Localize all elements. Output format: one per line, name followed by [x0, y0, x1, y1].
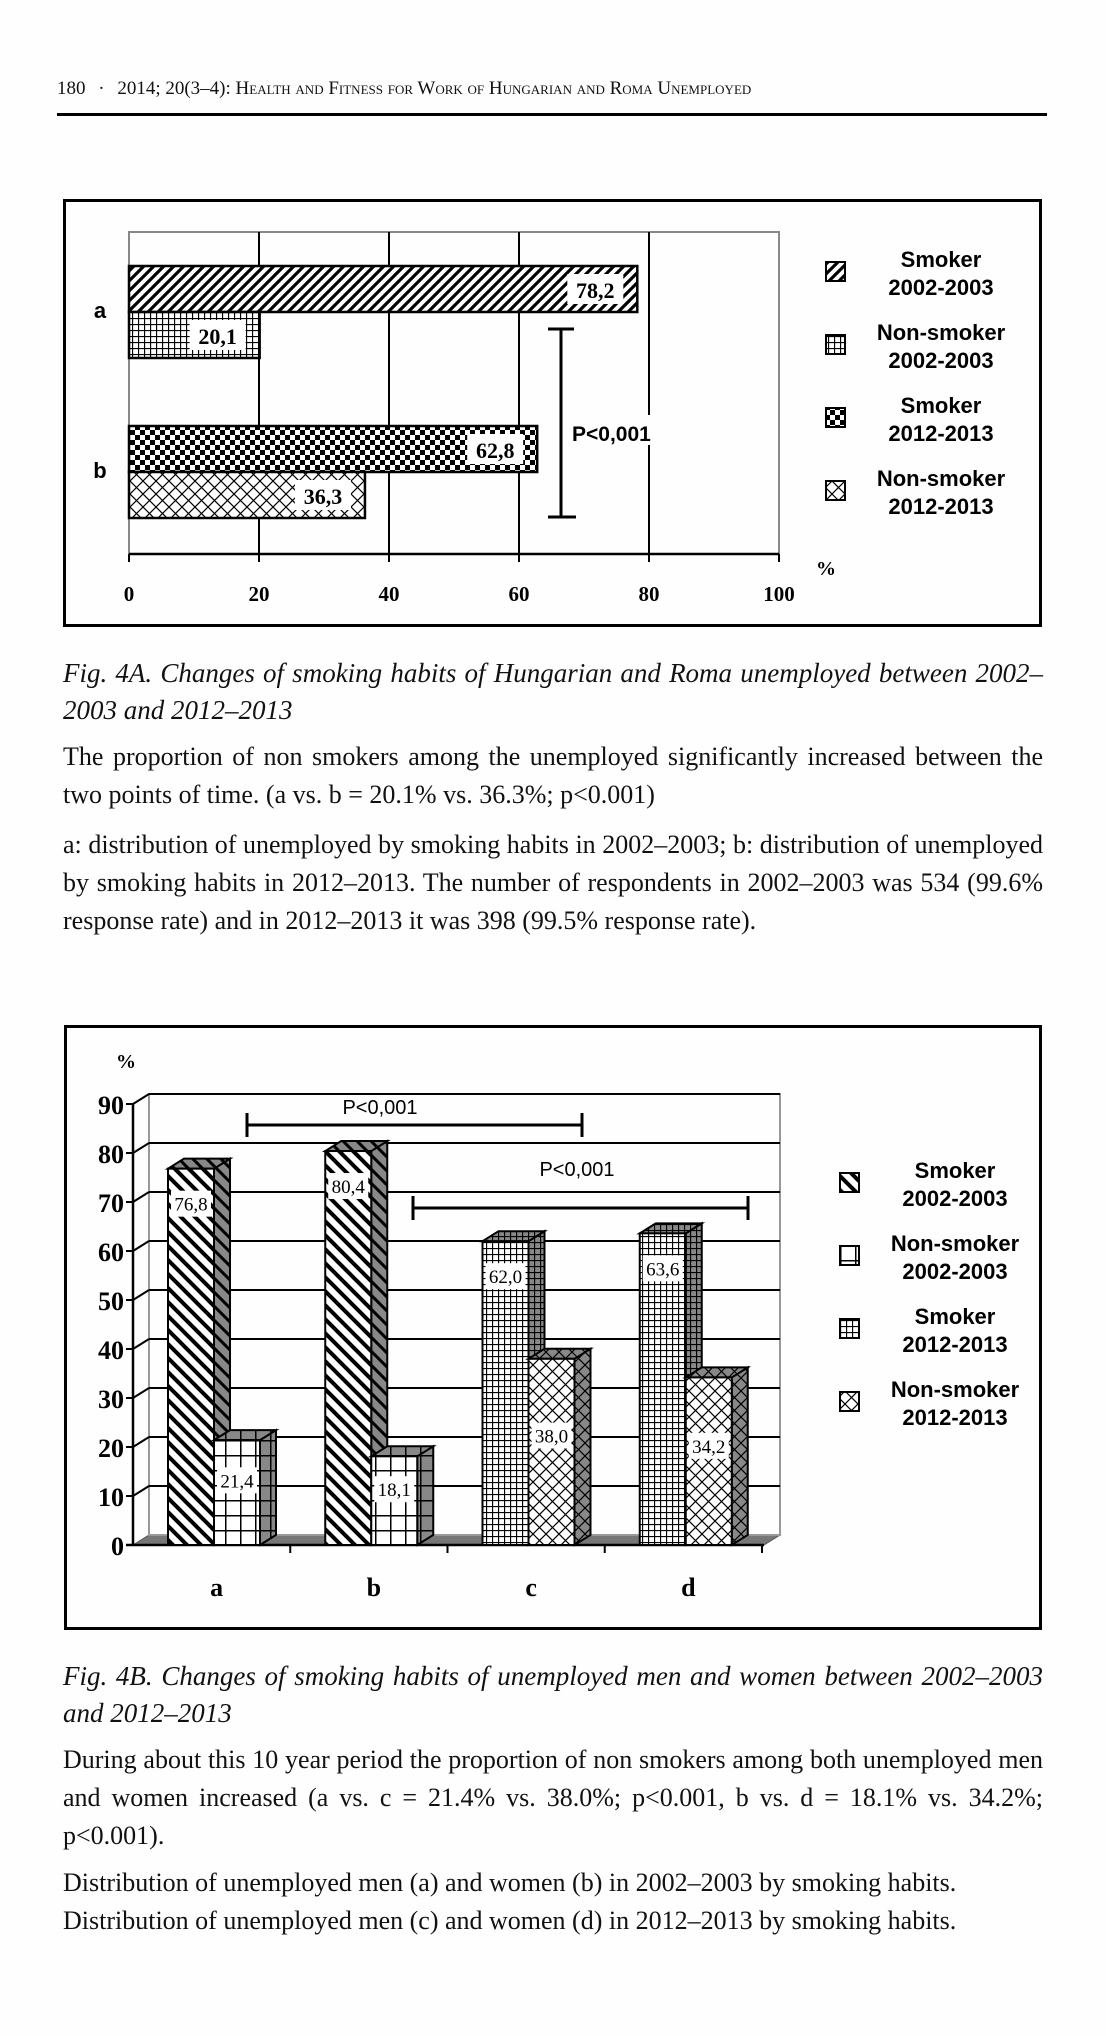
- y-tick-label: 60: [98, 1238, 124, 1267]
- bar: [529, 1349, 591, 1545]
- bar-value-label: 63,6: [646, 1259, 680, 1281]
- legend-label: Non-smoker: [890, 1231, 1020, 1256]
- legend-item: [840, 1158, 1008, 1211]
- legend-label: Non-smoker: [876, 466, 1006, 491]
- citation: 2014; 20(3–4):: [117, 78, 231, 99]
- bar-value-label: 20,1: [198, 324, 237, 349]
- legend-label: Smoker: [914, 1158, 996, 1183]
- legend-label: 2002-2003: [902, 1186, 1008, 1211]
- legend-swatch-icon: [840, 1246, 859, 1265]
- y-tick-label: 90: [98, 1091, 124, 1120]
- chart-4a: [66, 202, 1039, 624]
- legend-swatch-icon: [826, 335, 845, 354]
- legend-swatch-icon: [840, 1173, 859, 1192]
- category-label: a: [210, 1573, 224, 1602]
- page-number: 180: [57, 78, 86, 99]
- significance-bracket: [413, 1196, 748, 1220]
- figure-4b: [64, 1025, 1042, 1630]
- category-label: b: [93, 458, 107, 483]
- legend-label: 2012-2013: [888, 421, 994, 446]
- y-tick-label: 30: [98, 1385, 124, 1414]
- bar-value-label: 78,2: [576, 278, 615, 303]
- p-value-label: P<0,001: [342, 1097, 418, 1119]
- legend-label: Non-smoker: [890, 1377, 1020, 1402]
- bar-value-label: 38,0: [534, 1426, 569, 1448]
- legend-label: 2012-2013: [888, 494, 994, 519]
- legend-swatch-icon: [826, 481, 845, 500]
- chart-4b: [67, 1028, 1039, 1627]
- running-title: Health and Fitness for Work of Hungarian and Roma Unemployed: [235, 78, 752, 99]
- x-tick-label: 40: [378, 582, 400, 606]
- p-value-label: P<0,001: [539, 1159, 615, 1181]
- y-tick-label: 0: [111, 1532, 124, 1561]
- legend-swatch-icon: [840, 1319, 859, 1338]
- x-axis-label: %: [816, 558, 836, 580]
- legend-label: 2002-2003: [888, 275, 994, 300]
- y-axis-label: %: [116, 1051, 136, 1073]
- legend-item: [826, 393, 994, 446]
- figure-4b-caption-p1: During about this 10 year period the proportion of non smokers among both unemployed men and women increased (a vs. c = 21.4% vs. 38.0%; p<0.001, b vs. d = 18.1% vs. 34.2%; p<0.001).: [63, 1745, 1043, 1850]
- bar-value-label: 62,0: [488, 1267, 523, 1289]
- bar-value-label: 80,4: [331, 1177, 365, 1199]
- p-value-label: P<0,001: [572, 423, 651, 446]
- legend-label: 2012-2013: [902, 1332, 1008, 1357]
- category-label: d: [681, 1573, 696, 1602]
- bar: [214, 1430, 276, 1545]
- y-tick-label: 50: [98, 1287, 124, 1316]
- legend-item: [840, 1231, 1020, 1284]
- legend-swatch-icon: [826, 262, 845, 281]
- y-tick-label: 40: [98, 1336, 124, 1365]
- bar-value-label: 62,8: [475, 438, 515, 463]
- header-rule: [57, 113, 1047, 116]
- bar-value-label: 76,8: [174, 1194, 208, 1216]
- legend-label: Smoker: [914, 1304, 996, 1329]
- figure-4a-caption-p1: The proportion of non smokers among the unemployed significantly increased between the two points of time. (a vs. b = 20.1% vs. 36.3%; p<0.001): [63, 742, 1043, 809]
- legend-swatch-icon: [826, 408, 845, 427]
- bar-value-label: 21,4: [220, 1471, 254, 1493]
- bar-value-label: 36,3: [303, 484, 343, 509]
- x-tick-label: 60: [508, 582, 530, 606]
- category-label: c: [525, 1573, 537, 1602]
- bar: [371, 1446, 433, 1545]
- bar-value-label: 18,1: [377, 1480, 411, 1502]
- legend-label: 2012-2013: [902, 1405, 1008, 1430]
- legend-swatch-icon: [840, 1392, 859, 1411]
- figure-4a-caption-title: Fig. 4A. Changes of smoking habits of Hungarian and Roma unemployed between 2002–2003 and 2012–2013: [63, 658, 1043, 725]
- x-tick-label: 0: [123, 582, 135, 606]
- y-tick-label: 80: [98, 1140, 124, 1169]
- category-label: b: [366, 1573, 382, 1602]
- y-tick-label: 10: [98, 1483, 124, 1512]
- figure-4b-caption-p2: Distribution of unemployed men (a) and women (b) in 2002–2003 by smoking habits.: [63, 1868, 957, 1897]
- legend-item: [826, 247, 994, 300]
- figure-4b-caption-title: Fig. 4B. Changes of smoking habits of unemployed men and women between 2002–2003 and 2012–2013: [63, 1661, 1043, 1728]
- legend-label: 2002-2003: [902, 1259, 1008, 1284]
- y-tick-label: 20: [98, 1434, 124, 1463]
- legend-label: Non-smoker: [876, 320, 1006, 345]
- bar: [129, 266, 637, 312]
- x-tick-label: 100: [763, 582, 795, 606]
- running-head: [57, 78, 751, 100]
- legend-label: 2002-2003: [888, 348, 994, 373]
- legend-item: [840, 1377, 1020, 1430]
- figure-4a-caption-p2: a: distribution of unemployed by smoking habits in 2002–2003; b: distribution of unemployed by smoking habits in 2012–2013. The number of respondents in 2002–2003 was 534 (99.6% response rate) and in 2012–2013 it was 398 (99.5% response rate).: [63, 830, 1043, 935]
- bar-value-label: 34,2: [692, 1436, 726, 1458]
- figure-4b-caption-p3: Distribution of unemployed men (c) and women (d) in 2012–2013 by smoking habits.: [63, 1906, 957, 1935]
- separator: ·: [98, 78, 105, 99]
- legend-item: [826, 466, 1006, 519]
- bar: [686, 1367, 748, 1545]
- y-tick-label: 70: [98, 1189, 124, 1218]
- legend-label: Smoker: [900, 393, 982, 418]
- category-label: a: [93, 298, 107, 323]
- legend-item: [840, 1304, 1008, 1357]
- figure-4a: [63, 199, 1042, 627]
- x-tick-label: 80: [638, 582, 660, 606]
- legend-item: [826, 320, 1006, 373]
- legend-label: Smoker: [900, 247, 982, 272]
- x-tick-label: 20: [248, 582, 270, 606]
